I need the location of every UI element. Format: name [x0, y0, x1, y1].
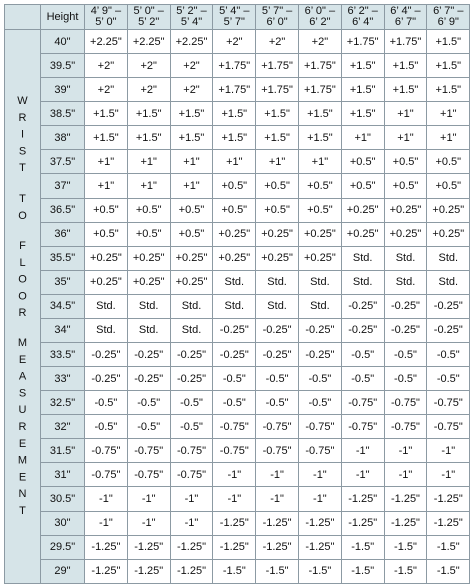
- wrist-to-floor-value: 30": [41, 511, 85, 535]
- length-adjustment-cell: -0.5": [85, 415, 128, 439]
- length-adjustment-cell: -0.5": [170, 415, 213, 439]
- length-adjustment-cell: -1": [341, 439, 384, 463]
- length-adjustment-cell: -0.75": [127, 463, 170, 487]
- length-adjustment-cell: +0.5": [341, 150, 384, 174]
- length-adjustment-cell: -0.5": [384, 343, 427, 367]
- length-adjustment-cell: -1": [341, 463, 384, 487]
- length-adjustment-cell: +0.5": [427, 174, 470, 198]
- length-adjustment-cell: -0.5": [427, 343, 470, 367]
- wrist-to-floor-value: 29.5": [41, 535, 85, 559]
- length-adjustment-cell: +1.75": [298, 78, 341, 102]
- table-row: [5, 343, 470, 367]
- table-row: [5, 30, 470, 54]
- length-adjustment-cell: -1.25": [170, 535, 213, 559]
- length-adjustment-cell: -1": [427, 463, 470, 487]
- length-adjustment-cell: Std.: [384, 270, 427, 294]
- table-row: [5, 174, 470, 198]
- length-adjustment-cell: +0.25": [427, 222, 470, 246]
- length-adjustment-cell: +1.75": [213, 54, 256, 78]
- wrist-to-floor-value: 34.5": [41, 294, 85, 318]
- length-adjustment-cell: -0.75": [256, 415, 299, 439]
- length-adjustment-cell: -0.5": [127, 391, 170, 415]
- length-adjustment-cell: -0.75": [170, 439, 213, 463]
- wrist-to-floor-value: 33.5": [41, 343, 85, 367]
- length-adjustment-cell: Std.: [427, 270, 470, 294]
- table-row: [5, 318, 470, 342]
- height-range-from: 5’ 2" –: [176, 5, 207, 17]
- length-adjustment-cell: Std.: [127, 294, 170, 318]
- length-adjustment-cell: +0.5": [85, 198, 128, 222]
- length-adjustment-cell: +1.5": [170, 126, 213, 150]
- length-adjustment-cell: -0.25": [384, 318, 427, 342]
- length-adjustment-cell: +0.25": [256, 222, 299, 246]
- length-adjustment-cell: +2.25": [85, 30, 128, 54]
- length-adjustment-cell: -1": [384, 463, 427, 487]
- length-adjustment-cell: -0.25": [427, 318, 470, 342]
- length-adjustment-cell: +1.75": [213, 78, 256, 102]
- length-adjustment-cell: +0.5": [298, 174, 341, 198]
- length-adjustment-cell: Std.: [298, 294, 341, 318]
- wrist-to-floor-value: 39": [41, 78, 85, 102]
- length-adjustment-cell: +1.75": [298, 54, 341, 78]
- wrist-to-floor-value: 31": [41, 463, 85, 487]
- wrist-to-floor-value: 32": [41, 415, 85, 439]
- side-label-word: FLOOR: [16, 239, 29, 324]
- length-adjustment-cell: -0.25": [341, 318, 384, 342]
- length-adjustment-cell: -0.75": [341, 391, 384, 415]
- wrist-to-floor-value: 36.5": [41, 198, 85, 222]
- length-adjustment-cell: -0.75": [427, 391, 470, 415]
- length-adjustment-cell: +0.5": [384, 150, 427, 174]
- length-adjustment-cell: -0.25": [127, 367, 170, 391]
- length-adjustment-cell: -1": [298, 487, 341, 511]
- length-adjustment-cell: -1.25": [427, 511, 470, 535]
- length-adjustment-cell: +1.5": [427, 54, 470, 78]
- length-adjustment-cell: +1.5": [427, 30, 470, 54]
- height-range-from: 5’ 7" –: [261, 5, 293, 17]
- wrist-to-floor-value: 35": [41, 270, 85, 294]
- height-range-from: 5’ 0" –: [133, 5, 164, 17]
- wrist-to-floor-value: 33": [41, 367, 85, 391]
- length-adjustment-cell: -0.25": [213, 343, 256, 367]
- length-adjustment-cell: +1.5": [341, 78, 384, 102]
- length-adjustment-cell: +1": [127, 150, 170, 174]
- length-adjustment-cell: -1.25": [256, 511, 299, 535]
- table-row: [5, 102, 470, 126]
- length-adjustment-cell: -1.5": [213, 559, 256, 583]
- length-adjustment-cell: +1": [427, 126, 470, 150]
- length-adjustment-cell: -0.25": [85, 367, 128, 391]
- length-adjustment-cell: -0.25": [256, 343, 299, 367]
- length-adjustment-cell: Std.: [85, 294, 128, 318]
- length-adjustment-cell: -1": [170, 511, 213, 535]
- length-adjustment-cell: +2": [127, 54, 170, 78]
- table-row: [5, 294, 470, 318]
- length-adjustment-cell: +0.25": [85, 246, 128, 270]
- table-row: [5, 54, 470, 78]
- length-adjustment-cell: -1.5": [256, 559, 299, 583]
- length-adjustment-cell: +0.25": [341, 222, 384, 246]
- wrist-to-floor-value: 39.5": [41, 54, 85, 78]
- length-adjustment-cell: +0.5": [85, 222, 128, 246]
- length-adjustment-cell: +2": [127, 78, 170, 102]
- table-row: [5, 511, 470, 535]
- wrist-to-floor-value: 36": [41, 222, 85, 246]
- length-adjustment-cell: -0.75": [298, 439, 341, 463]
- length-adjustment-cell: +0.5": [170, 198, 213, 222]
- length-adjustment-cell: Std.: [213, 270, 256, 294]
- height-range-header: [256, 5, 299, 30]
- length-adjustment-cell: +0.25": [170, 246, 213, 270]
- height-range-header: [427, 5, 470, 30]
- length-adjustment-cell: -0.5": [298, 367, 341, 391]
- length-adjustment-cell: -0.25": [341, 294, 384, 318]
- length-adjustment-cell: -0.5": [298, 391, 341, 415]
- length-adjustment-cell: -1": [384, 439, 427, 463]
- length-adjustment-cell: +1": [170, 174, 213, 198]
- length-adjustment-cell: +1.5": [298, 102, 341, 126]
- table-row: [5, 439, 470, 463]
- length-adjustment-cell: +1.75": [256, 54, 299, 78]
- length-adjustment-cell: -1.5": [341, 535, 384, 559]
- length-adjustment-cell: -0.75": [341, 415, 384, 439]
- length-adjustment-cell: -1.25": [85, 535, 128, 559]
- length-adjustment-cell: -1.5": [427, 535, 470, 559]
- length-adjustment-cell: +1.75": [341, 30, 384, 54]
- height-range-to: 5’ 2": [138, 16, 160, 28]
- length-adjustment-cell: +0.5": [127, 222, 170, 246]
- height-range-to: 6’ 7": [394, 16, 417, 28]
- height-range-to: 6’ 9": [437, 16, 459, 28]
- height-range-from: 6’ 4" –: [390, 5, 421, 17]
- length-adjustment-cell: -1.25": [85, 559, 128, 583]
- length-adjustment-cell: -0.5": [427, 367, 470, 391]
- length-adjustment-cell: -1.25": [341, 511, 384, 535]
- length-adjustment-cell: -1": [427, 439, 470, 463]
- length-adjustment-cell: -0.75": [85, 463, 128, 487]
- length-adjustment-cell: -0.75": [298, 415, 341, 439]
- length-adjustment-cell: Std.: [213, 294, 256, 318]
- length-adjustment-cell: Std.: [170, 318, 213, 342]
- length-adjustment-cell: -1.25": [213, 511, 256, 535]
- length-adjustment-cell: +0.25": [341, 198, 384, 222]
- table-row: [5, 463, 470, 487]
- height-range-to: 6’ 0": [266, 16, 288, 28]
- length-adjustment-cell: +0.25": [256, 246, 299, 270]
- length-adjustment-cell: -0.25": [384, 294, 427, 318]
- table-row: [5, 150, 470, 174]
- length-adjustment-cell: -1.5": [384, 559, 427, 583]
- wrist-to-floor-side-label: [5, 30, 41, 584]
- length-adjustment-cell: +1.5": [213, 102, 256, 126]
- length-adjustment-cell: +0.25": [127, 246, 170, 270]
- length-adjustment-cell: +2": [85, 54, 128, 78]
- table-row: [5, 487, 470, 511]
- height-range-from: 6’ 2" –: [347, 5, 378, 17]
- length-adjustment-cell: -0.5": [341, 343, 384, 367]
- length-adjustment-cell: -0.25": [298, 318, 341, 342]
- length-adjustment-cell: +1": [384, 126, 427, 150]
- length-adjustment-cell: +1": [384, 102, 427, 126]
- length-adjustment-cell: +1.5": [298, 126, 341, 150]
- height-range-header: [213, 5, 256, 30]
- length-adjustment-cell: -1": [85, 511, 128, 535]
- wrist-to-floor-value: 40": [41, 30, 85, 54]
- wrist-to-floor-value: 32.5": [41, 391, 85, 415]
- length-adjustment-cell: -0.25": [170, 343, 213, 367]
- length-adjustment-cell: +1": [127, 174, 170, 198]
- length-adjustment-cell: +0.5": [427, 150, 470, 174]
- length-adjustment-cell: +0.5": [170, 222, 213, 246]
- length-adjustment-cell: -1.5": [427, 559, 470, 583]
- length-adjustment-cell: +1": [85, 174, 128, 198]
- length-adjustment-cell: +0.25": [384, 198, 427, 222]
- length-adjustment-cell: -0.5": [256, 367, 299, 391]
- length-adjustment-cell: Std.: [384, 246, 427, 270]
- length-adjustment-cell: -0.5": [384, 367, 427, 391]
- length-adjustment-cell: +0.25": [127, 270, 170, 294]
- height-range-header: [384, 5, 427, 30]
- length-adjustment-cell: +1": [298, 150, 341, 174]
- height-range-to: 6’ 2": [309, 16, 331, 28]
- length-adjustment-cell: -0.75": [213, 439, 256, 463]
- length-adjustment-cell: +1.5": [384, 54, 427, 78]
- length-adjustment-cell: -0.75": [384, 391, 427, 415]
- length-adjustment-cell: +1": [85, 150, 128, 174]
- wrist-to-floor-value: 30.5": [41, 487, 85, 511]
- length-adjustment-cell: -0.5": [213, 391, 256, 415]
- table-row: [5, 198, 470, 222]
- length-adjustment-cell: -1.25": [127, 559, 170, 583]
- length-adjustment-cell: +0.5": [341, 174, 384, 198]
- length-adjustment-cell: +0.25": [213, 222, 256, 246]
- wrist-to-floor-value: 29": [41, 559, 85, 583]
- length-adjustment-cell: -0.75": [384, 415, 427, 439]
- length-adjustment-cell: -1": [256, 487, 299, 511]
- height-range-header: [85, 5, 128, 30]
- length-adjustment-cell: -1.25": [427, 487, 470, 511]
- length-adjustment-cell: -1.25": [127, 535, 170, 559]
- length-adjustment-cell: +0.25": [427, 198, 470, 222]
- length-adjustment-cell: -1": [298, 463, 341, 487]
- height-column-label: Height: [41, 5, 85, 30]
- wrist-to-floor-value: 37.5": [41, 150, 85, 174]
- length-adjustment-cell: -0.5": [256, 391, 299, 415]
- length-adjustment-cell: +2.25": [170, 30, 213, 54]
- length-adjustment-cell: -1": [256, 463, 299, 487]
- table-row: [5, 415, 470, 439]
- length-adjustment-cell: +2": [213, 30, 256, 54]
- height-range-header: [341, 5, 384, 30]
- length-adjustment-cell: +1": [170, 150, 213, 174]
- wrist-to-floor-value: 37": [41, 174, 85, 198]
- length-adjustment-cell: +1": [213, 150, 256, 174]
- length-adjustment-cell: +1.5": [85, 126, 128, 150]
- length-adjustment-cell: Std.: [256, 270, 299, 294]
- table-row: [5, 559, 470, 583]
- length-adjustment-cell: +0.25": [85, 270, 128, 294]
- length-adjustment-cell: -0.25": [85, 343, 128, 367]
- length-adjustment-cell: +0.5": [213, 174, 256, 198]
- length-adjustment-cell: +1": [341, 126, 384, 150]
- length-adjustment-cell: -0.25": [213, 318, 256, 342]
- length-adjustment-cell: -0.5": [127, 415, 170, 439]
- length-adjustment-cell: -0.5": [170, 391, 213, 415]
- length-adjustment-cell: -1.25": [384, 487, 427, 511]
- length-adjustment-cell: +1.5": [213, 126, 256, 150]
- length-adjustment-cell: -1.5": [298, 559, 341, 583]
- table-row: [5, 270, 470, 294]
- length-adjustment-cell: Std.: [170, 294, 213, 318]
- length-adjustment-cell: -0.75": [127, 439, 170, 463]
- length-adjustment-cell: -1.25": [384, 511, 427, 535]
- header-row: [5, 5, 470, 30]
- length-adjustment-cell: +0.5": [213, 198, 256, 222]
- wrist-to-floor-value: 34": [41, 318, 85, 342]
- length-adjustment-cell: -0.25": [256, 318, 299, 342]
- length-adjustment-cell: +1.75": [256, 78, 299, 102]
- side-label-word: TO: [16, 192, 29, 227]
- height-range-header: [298, 5, 341, 30]
- table-row: [5, 367, 470, 391]
- length-adjustment-cell: -0.75": [170, 463, 213, 487]
- length-adjustment-cell: +0.5": [256, 174, 299, 198]
- length-adjustment-cell: +0.25": [298, 222, 341, 246]
- length-adjustment-cell: +1.5": [256, 126, 299, 150]
- length-adjustment-cell: -1.5": [341, 559, 384, 583]
- length-adjustment-cell: +0.5": [127, 198, 170, 222]
- length-adjustment-cell: +1.75": [384, 30, 427, 54]
- length-adjustment-cell: -1": [213, 487, 256, 511]
- table-row: [5, 78, 470, 102]
- length-adjustment-cell: +1": [427, 102, 470, 126]
- length-adjustment-cell: +1.5": [384, 78, 427, 102]
- length-adjustment-cell: -0.5": [85, 391, 128, 415]
- length-adjustment-cell: Std.: [85, 318, 128, 342]
- length-adjustment-cell: +1.5": [170, 102, 213, 126]
- length-adjustment-cell: Std.: [341, 270, 384, 294]
- length-adjustment-cell: Std.: [341, 246, 384, 270]
- length-adjustment-cell: +0.25": [298, 246, 341, 270]
- length-adjustment-cell: -0.5": [341, 367, 384, 391]
- length-adjustment-cell: -0.75": [213, 415, 256, 439]
- table-row: [5, 391, 470, 415]
- wrist-to-floor-value: 35.5": [41, 246, 85, 270]
- length-adjustment-cell: +0.25": [384, 222, 427, 246]
- length-adjustment-cell: +0.5": [384, 174, 427, 198]
- height-range-from: 5’ 4" –: [219, 5, 250, 17]
- length-adjustment-cell: +0.5": [256, 198, 299, 222]
- length-adjustment-cell: -1.25": [298, 535, 341, 559]
- height-range-from: 6’ 7" –: [433, 5, 464, 17]
- side-label-word: WRIST: [16, 95, 29, 180]
- height-range-from: 4’ 9" –: [90, 5, 122, 17]
- length-adjustment-cell: +2": [256, 30, 299, 54]
- length-adjustment-cell: +2.25": [127, 30, 170, 54]
- length-adjustment-cell: -1.25": [298, 511, 341, 535]
- length-adjustment-cell: -1": [213, 463, 256, 487]
- height-range-from: 6’ 0" –: [304, 5, 336, 17]
- length-adjustment-cell: -1": [127, 511, 170, 535]
- length-adjustment-cell: -1": [127, 487, 170, 511]
- length-adjustment-cell: +2": [170, 54, 213, 78]
- length-adjustment-cell: -0.75": [256, 439, 299, 463]
- length-adjustment-cell: Std.: [256, 294, 299, 318]
- height-range-to: 5’ 4": [180, 16, 203, 28]
- length-adjustment-cell: -1.25": [170, 559, 213, 583]
- length-adjustment-cell: +1.5": [341, 54, 384, 78]
- length-adjustment-cell: +0.25": [170, 270, 213, 294]
- table-row: [5, 222, 470, 246]
- height-range-to: 6’ 4": [352, 16, 374, 28]
- length-adjustment-cell: +1.5": [127, 102, 170, 126]
- wrist-to-floor-value: 38.5": [41, 102, 85, 126]
- length-adjustment-cell: -0.25": [127, 343, 170, 367]
- length-adjustment-cell: Std.: [427, 246, 470, 270]
- length-adjustment-cell: +1.5": [341, 102, 384, 126]
- length-adjustment-cell: +2": [170, 78, 213, 102]
- length-adjustment-cell: -1": [85, 487, 128, 511]
- fit-table-body: [5, 30, 470, 584]
- wrist-to-floor-value: 31.5": [41, 439, 85, 463]
- length-adjustment-cell: -0.75": [85, 439, 128, 463]
- corner-cell: [5, 5, 41, 30]
- wrist-to-floor-value: 38": [41, 126, 85, 150]
- length-adjustment-cell: +1": [256, 150, 299, 174]
- side-label-word: MEASUREMENT: [16, 336, 29, 522]
- table-row: [5, 535, 470, 559]
- table-row: [5, 126, 470, 150]
- height-range-header: [127, 5, 170, 30]
- length-adjustment-cell: -1.25": [213, 535, 256, 559]
- length-adjustment-cell: +1.5": [256, 102, 299, 126]
- length-adjustment-cell: -0.5": [213, 367, 256, 391]
- length-adjustment-cell: -0.25": [298, 343, 341, 367]
- length-adjustment-cell: -1": [170, 487, 213, 511]
- club-length-fit-table: [4, 4, 470, 584]
- length-adjustment-cell: +0.5": [298, 198, 341, 222]
- height-range-to: 5’ 7": [223, 16, 245, 28]
- length-adjustment-cell: +1.5": [427, 78, 470, 102]
- length-adjustment-cell: -1.25": [341, 487, 384, 511]
- length-adjustment-cell: Std.: [127, 318, 170, 342]
- height-range-to: 5’ 0": [95, 16, 117, 28]
- height-range-header: [170, 5, 213, 30]
- length-adjustment-cell: +0.25": [213, 246, 256, 270]
- length-adjustment-cell: -0.25": [170, 367, 213, 391]
- length-adjustment-cell: -0.75": [427, 415, 470, 439]
- length-adjustment-cell: -0.25": [427, 294, 470, 318]
- length-adjustment-cell: +1.5": [127, 126, 170, 150]
- length-adjustment-cell: Std.: [298, 270, 341, 294]
- length-adjustment-cell: +2": [298, 30, 341, 54]
- length-adjustment-cell: -1.25": [256, 535, 299, 559]
- length-adjustment-cell: +2": [85, 78, 128, 102]
- length-adjustment-cell: +1.5": [85, 102, 128, 126]
- table-row: [5, 246, 470, 270]
- length-adjustment-cell: -1.5": [384, 535, 427, 559]
